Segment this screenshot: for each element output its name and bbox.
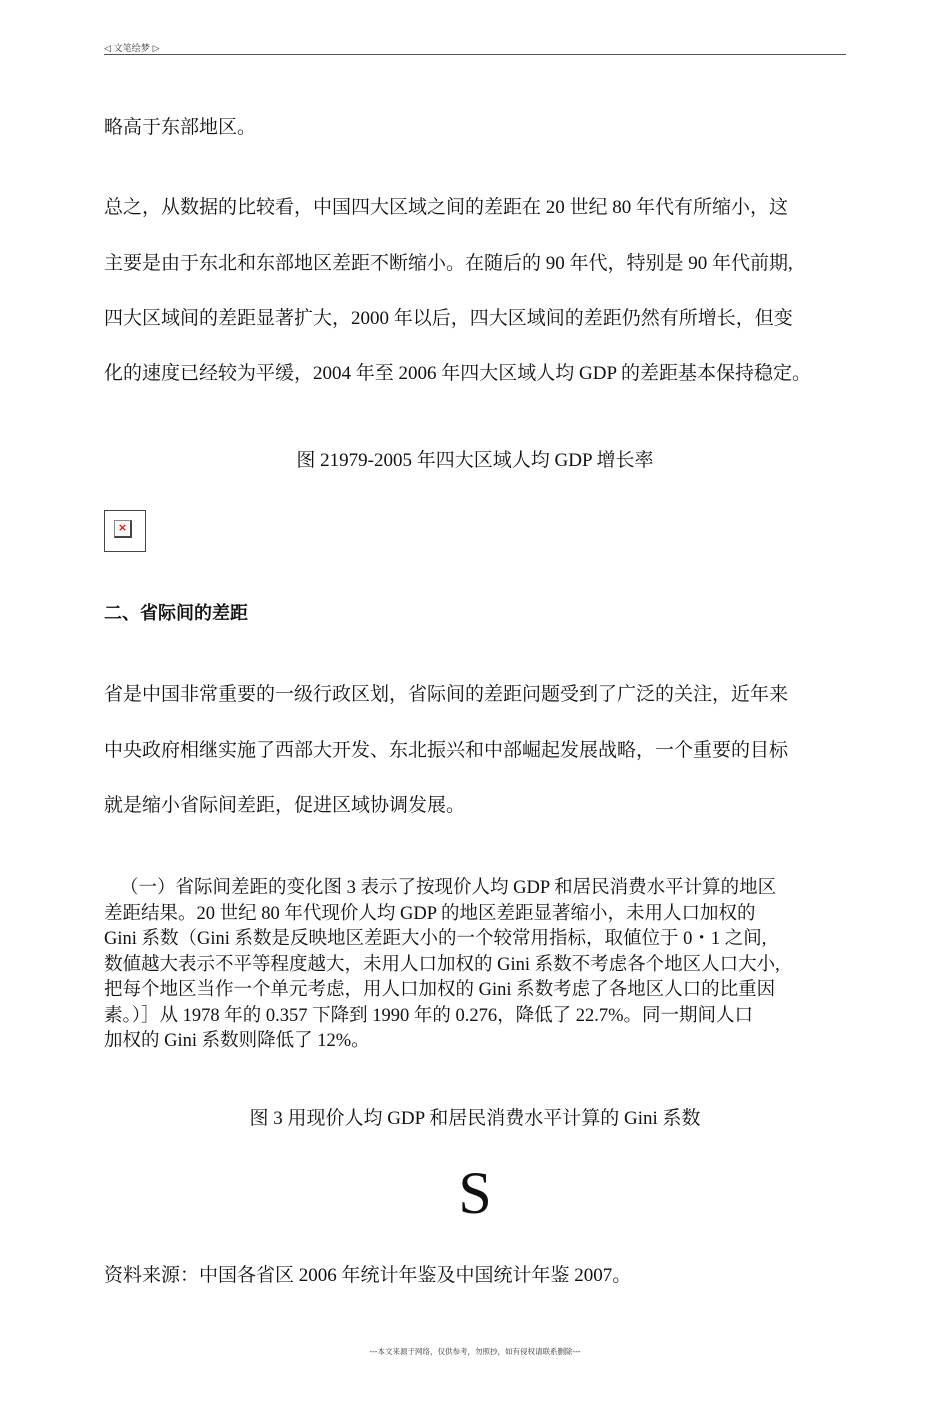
paragraph-3-line-1: 省是中国非常重要的一级行政区划，省际间的差距问题受到了广泛的关注，近年来	[104, 684, 789, 705]
paragraph-4-line-3: Gini 系数（Gini 系数是反映地区差距大小的一个较常用指标，取値位于 0・1 之间,	[104, 929, 767, 949]
figure-2-image	[104, 510, 146, 552]
paragraph-4-line-7: 加权的 Gini 系数则降低了 12%。	[104, 1031, 370, 1051]
page-header	[104, 40, 846, 55]
paragraph-2-line-4: 化的速度已经较为平缓，2004 年至 2006 年四大区域人均 GDP 的差距基本保持稳定。	[104, 363, 812, 384]
paragraph-4-line-2: 差距结果。20 世纪 80 年代现价人均 GDP 的地区差距显著缩小，未用人口加权的	[104, 903, 756, 924]
figure-2-caption: 图 21979-2005 年四大区域人均 GDP 增长率	[296, 450, 654, 471]
page-footer: ---本文来源于网络，仅供参考，勿照抄，如有侵权请联系删除---	[369, 1347, 581, 1356]
paragraph-2-line-3: 四大区域间的差距显著扩大，2000 年以后，四大区域间的差距仍然有所增长，但变	[104, 308, 793, 329]
paragraph-4-line-6: 素。）］从 1978 年的 0.357 下降到 1990 年的 0.276，降低了 22.7%。同一期间人口	[104, 1005, 754, 1026]
figure-3-placeholder: S	[458, 1160, 492, 1226]
paragraph-2-line-2: 主要是由于东北和东部地区差距不断缩小。在随后的 90 年代，特别是 90 年代前期,	[104, 253, 793, 274]
figure-3-caption: 图 3 用现价人均 GDP 和居民消费水平计算的 Gini 系数	[249, 1108, 701, 1129]
paragraph-4-line-1: （一）省际间差距的变化图 3 表示了按现价人均 GDP 和居民消费水平计算的地区	[120, 878, 777, 898]
section-heading: 二、省际间的差距	[104, 603, 248, 624]
paragraph-3-line-3: 就是缩小省际间差距，促进区域协调发展。	[104, 795, 466, 816]
broken-image-icon: ×	[114, 520, 132, 538]
paragraph-4-line-4: 数値越大表示不平等程度越大，未用人口加权的 Gini 系数不考虑各个地区人口大小,	[104, 954, 780, 975]
source-note: 资料来源：中国各省区 2006 年统计年鉴及中国统计年鉴 2007。	[104, 1265, 632, 1286]
paragraph-1: 略高于东部地区。	[104, 117, 257, 138]
paragraph-3-line-2: 中央政府相继实施了西部大开发、东北振兴和中部崛起发展战略，一个重要的目标	[104, 740, 789, 761]
header-text: ◁ 文笔绘梦 ▷	[104, 44, 160, 54]
paragraph-2-line-1: 总之，从数据的比较看，中国四大区域之间的差距在 20 世纪 80 年代有所缩小，这	[104, 197, 789, 218]
paragraph-4	[104, 876, 864, 1055]
paragraph-4-line-5: 把每个地区当作一个单元考虑，用人口加权的 Gini 系数考虑了各地区人口的比重因	[104, 980, 776, 1000]
